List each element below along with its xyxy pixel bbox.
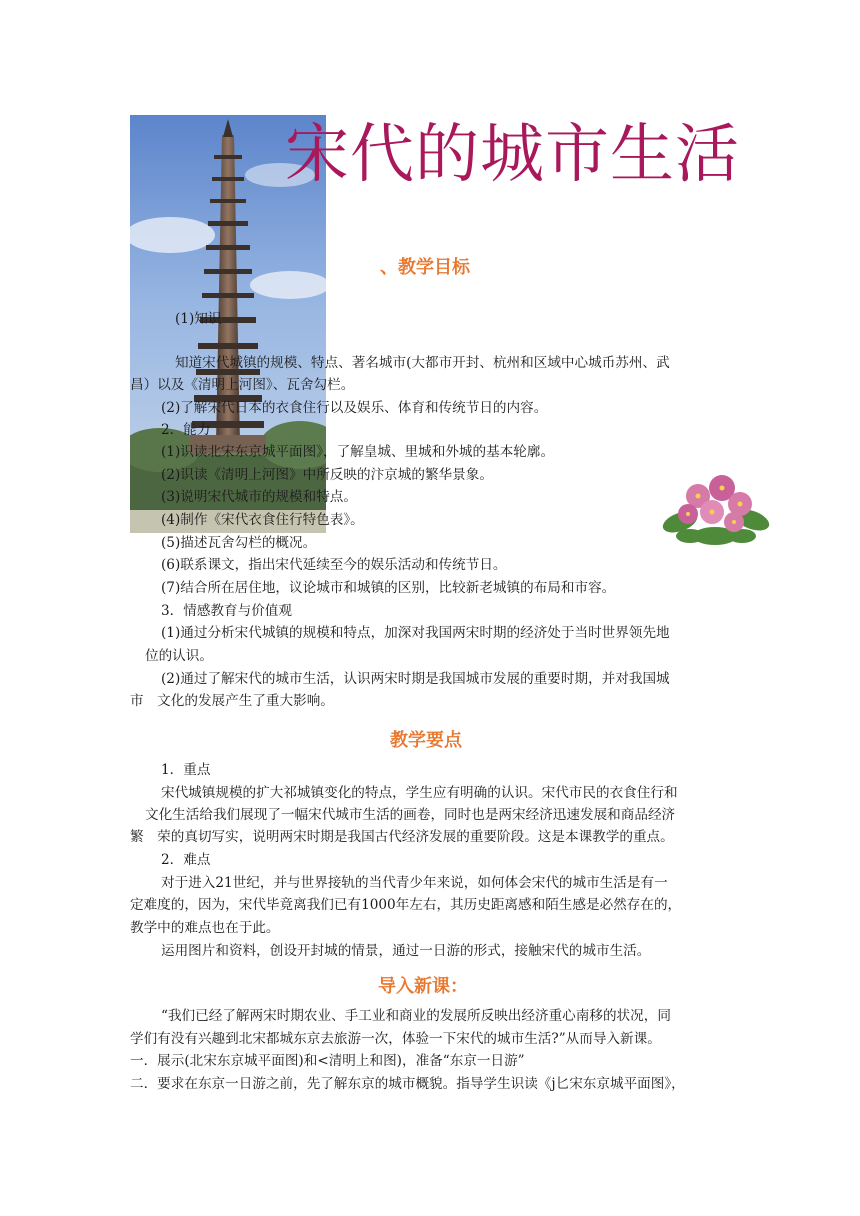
- key-points-heading: 教学要点: [390, 730, 462, 751]
- text-line: 一．展示(北宋东京城平面图)和<清明上和图)，准备“东京一日游”: [130, 1053, 525, 1069]
- text-line: 2．难点: [161, 852, 211, 868]
- intro-heading: 导入新课：: [378, 976, 468, 997]
- text-line: (2)了解宋代日本的衣食住行以及娱乐、体育和传统节日的内容。: [161, 400, 548, 416]
- text-line: 1．重点: [161, 762, 211, 778]
- text-line: (5)描述瓦舍勾栏的概况。: [161, 535, 317, 551]
- text-line: 3．情感教育与价值观: [161, 603, 292, 619]
- text-line: 学们有没有兴趣到北宋都城东京去旅游一次，体验一下宋代的城市生活?”从而导入新课。: [130, 1031, 661, 1047]
- text-line: 运用图片和资料，创设开封城的情景，通过一日游的形式，接触宋代的城市生活。: [161, 943, 651, 959]
- text-line: 位的认识。: [145, 648, 213, 664]
- text-line: 2．能力: [161, 422, 211, 438]
- text-line: 文化生活给我们展现了一幅宋代城市生活的画卷，同时也是两宋经济迅速发展和商品经济: [145, 807, 676, 823]
- text-line: (3)说明宋代城市的规模和特点。: [161, 489, 357, 505]
- text-line: 昌）以及《清明上河图》、瓦舍勾栏。: [130, 377, 355, 393]
- text-line: (6)联系课文，指出宋代延续至今的娱乐活动和传统节日。: [161, 557, 507, 573]
- text-line: (1)知识: [175, 311, 222, 327]
- flower-illustration: [660, 470, 770, 548]
- text-line: (1)通过分析宋代城镇的规模和特点，加深对我国两宋时期的经济处于当时世界领先地: [161, 625, 670, 641]
- text-line: 繁 荣的真切写实，说明两宋时期是我国古代经济发展的重要阶段。这是本课教学的重点。: [130, 829, 674, 845]
- text-line: 定难度的，因为，宋代毕竟离我们已有1000年左右，其历史距离感和陌生感是必然存在的，: [130, 897, 682, 913]
- text-line: (2)识读《清明上河图》中所反映的汴京城的繁华景象。: [161, 467, 493, 483]
- text-line: (4)制作《宋代衣食住行特色表》。: [161, 512, 364, 528]
- text-line: 知道宋代城镇的规模、特点、著名城市(大都市开封、杭州和区域中心城币苏州、武: [175, 355, 670, 371]
- text-line: “我们已经了解两宋时期农业、手工业和商业的发展所反映出经济重心南移的状况，同: [161, 1008, 671, 1024]
- text-line: 市 文化的发展产生了重大影响。: [130, 693, 334, 709]
- page-title: 宋代的城市生活: [285, 118, 740, 192]
- objectives-heading: 、教学目标: [380, 257, 470, 278]
- text-line: 二．要求在东京一日游之前，先了解东京的城市概貌。指导学生识读《j匕宋东京城平面图》，: [130, 1076, 685, 1092]
- text-line: 教学中的难点也在于此。: [130, 920, 280, 936]
- text-line: (1)识读北宋东京城平面图》，了解皇城、里城和外城的基本轮廓。: [161, 444, 555, 460]
- text-line: (7)结合所在居住地，议论城市和城镇的区别，比较新老城镇的布局和市容。: [161, 580, 616, 596]
- text-line: 对于进入21世纪，并与世界接轨的当代青少年来说，如何体会宋代的城市生活是有一: [161, 875, 668, 891]
- text-line: 宋代城镇规模的扩大祁城镇变化的特点，学生应有明确的认识。宋代市民的衣食住行和: [161, 785, 678, 801]
- text-line: (2)通过了解宋代的城市生活，认识两宋时期是我国城市发展的重要时期，并对我国城: [161, 671, 670, 687]
